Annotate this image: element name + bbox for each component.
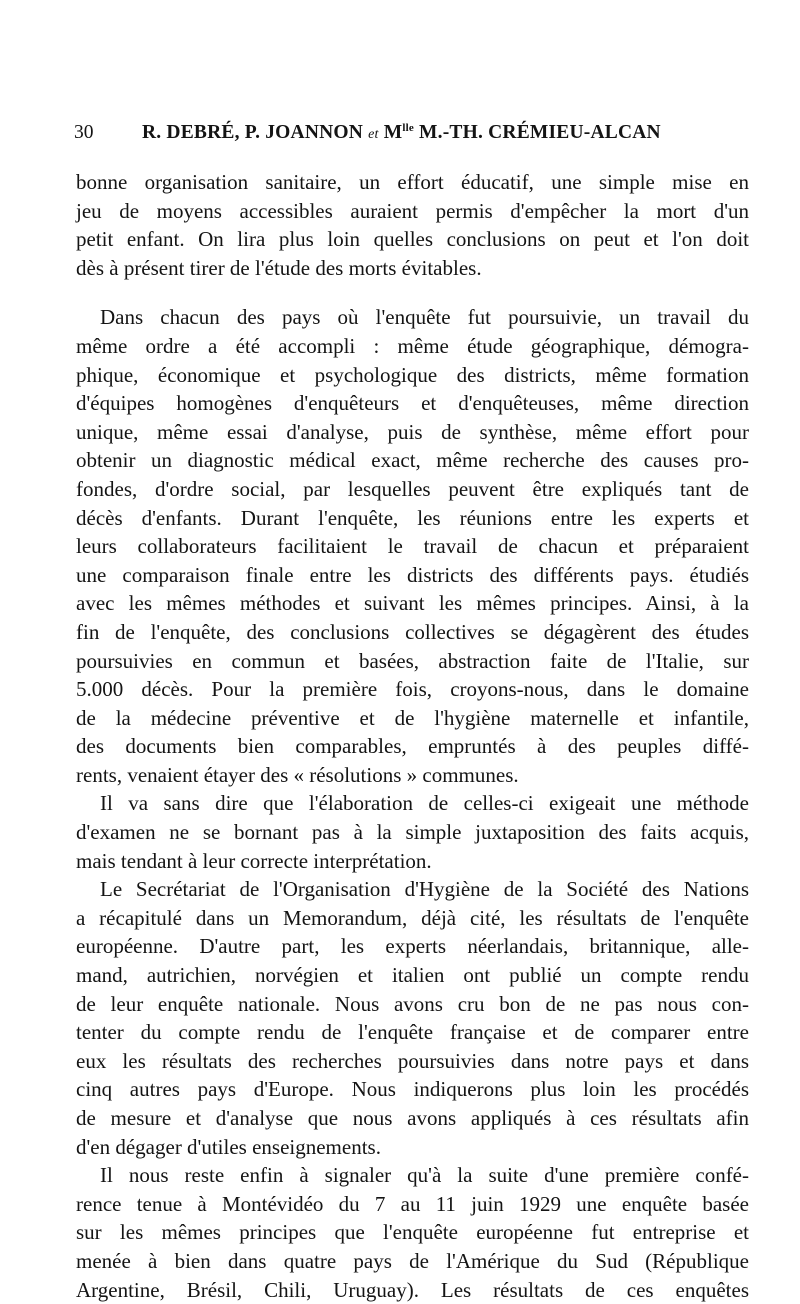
text-line: de mesure et d'analyse que nous avons appliqués à ces résultats afin [76,1106,749,1130]
authors-mlle: M [378,122,403,143]
authors-main: R. DEBRÉ, P. JOANNON [142,122,369,143]
text-line: a récapitulé dans un Memorandum, déjà cité, les résultats de l'enquête [76,905,749,930]
text-line: mais tendant à leur correcte interprétation. [76,848,432,873]
text-line: phique, économique et psychologique des districts, même formation [76,362,749,387]
text-line: mand, autrichien, norvégien et italien ont publié un compte rendu [76,963,749,988]
text-line: unique, même essai d'analyse, puis de synthèse, même effort pour [76,419,749,444]
text-line: petit enfant. On lira plus loin quelles conclusions on peut et l'on doit [76,227,749,252]
running-head [74,122,754,148]
text-line: cinq autres pays d'Europe. Nous indiquerons plus loin les procédés [76,1077,749,1102]
text-line: tenter du compte rendu de l'enquête française et de comparer entre [76,1020,749,1045]
text-line: Argentine, Brésil, Chili, Uruguay). Les résultats de ces enquêtes [76,1277,749,1302]
text-line: d'examen ne se bornant pas à la simple juxtaposition des faits acquis, [76,820,749,845]
text-line: jeu de moyens accessibles auraient permis d'empêcher la mort d'un [76,198,749,223]
text-line: 5.000 décès. Pour la première fois, croyons-nous, dans le domaine [76,677,749,702]
text-line: fin de l'enquête, des conclusions collectives se dégagèrent des études [76,619,749,644]
text-line: menée à bien dans quatre pays de l'Amérique du Sud (République [76,1248,749,1273]
authors-mlle-superscript: lle [402,122,414,134]
paragraph-1 [76,168,749,282]
text-line: même ordre a été accompli : même étude géographique, démogra- [76,333,749,358]
text-line: rence tenue à Montévidéo du 7 au 11 juin 1929 une enquête basée [76,1191,749,1216]
text-line: décès d'enfants. Durant l'enquête, les réunions entre les experts et [76,505,749,530]
authors-et: et [368,127,379,142]
text-line: Il nous reste enfin à signaler qu'à la suite d'une première confé- [100,1163,749,1188]
text-line: leurs collaborateurs facilitaient le travail de chacun et préparaient [76,534,749,559]
paragraph-5 [76,1161,749,1304]
text-line: obtenir un diagnostic médical exact, même recherche des causes pro- [76,448,749,473]
text-line: sur les mêmes principes que l'enquête européenne fut entreprise et [76,1220,749,1245]
body-text [76,168,749,1304]
text-line: d'équipes homogènes d'enquêteurs et d'enquêteuses, même direction [76,391,749,416]
text-line: européenne. D'autre part, les experts néerlandais, britannique, alle- [76,934,749,959]
paragraph-gap [76,282,749,303]
text-line: une comparaison finale entre les districts des différents pays. étudiés [76,562,749,587]
authors-rest: M.-TH. CRÉMIEU-ALCAN [413,122,661,143]
running-head-authors [142,122,661,144]
text-line: avec les mêmes méthodes et suivant les mêmes principes. Ainsi, à la [76,591,749,616]
paragraph-4 [76,875,749,1161]
page-number: 30 [74,122,94,143]
paragraph-3 [76,789,749,875]
text-line: de leur enquête nationale. Nous avons cru bon de ne pas nous con- [76,991,749,1016]
text-line: fondes, d'ordre social, par lesquelles peuvent être expliqués tant de [76,476,749,501]
text-line: Il va sans dire que l'élaboration de celles-ci exigeait une méthode [100,791,749,816]
text-line: dès à présent tirer de l'étude des morts évitables. [76,255,482,280]
text-line: Le Secrétariat de l'Organisation d'Hygiène de la Société des Nations [100,877,749,902]
paragraph-2 [76,303,749,789]
text-line: rents, venaient étayer des « résolutions » communes. [76,762,519,787]
text-line: des documents bien comparables, empruntés à des peuples diffé- [76,734,749,759]
text-line: poursuivies en commun et basées, abstraction faite de l'Italie, sur [76,648,749,673]
text-line: eux les résultats des recherches poursuivies dans notre pays et dans [76,1048,749,1073]
text-line: bonne organisation sanitaire, un effort éducatif, une simple mise en [76,170,749,194]
text-line: d'en dégager d'utiles enseignements. [76,1134,381,1159]
text-line: Dans chacun des pays où l'enquête fut poursuivie, un travail du [100,305,749,330]
text-line: de la médecine préventive et de l'hygiène maternelle et infantile, [76,705,749,730]
